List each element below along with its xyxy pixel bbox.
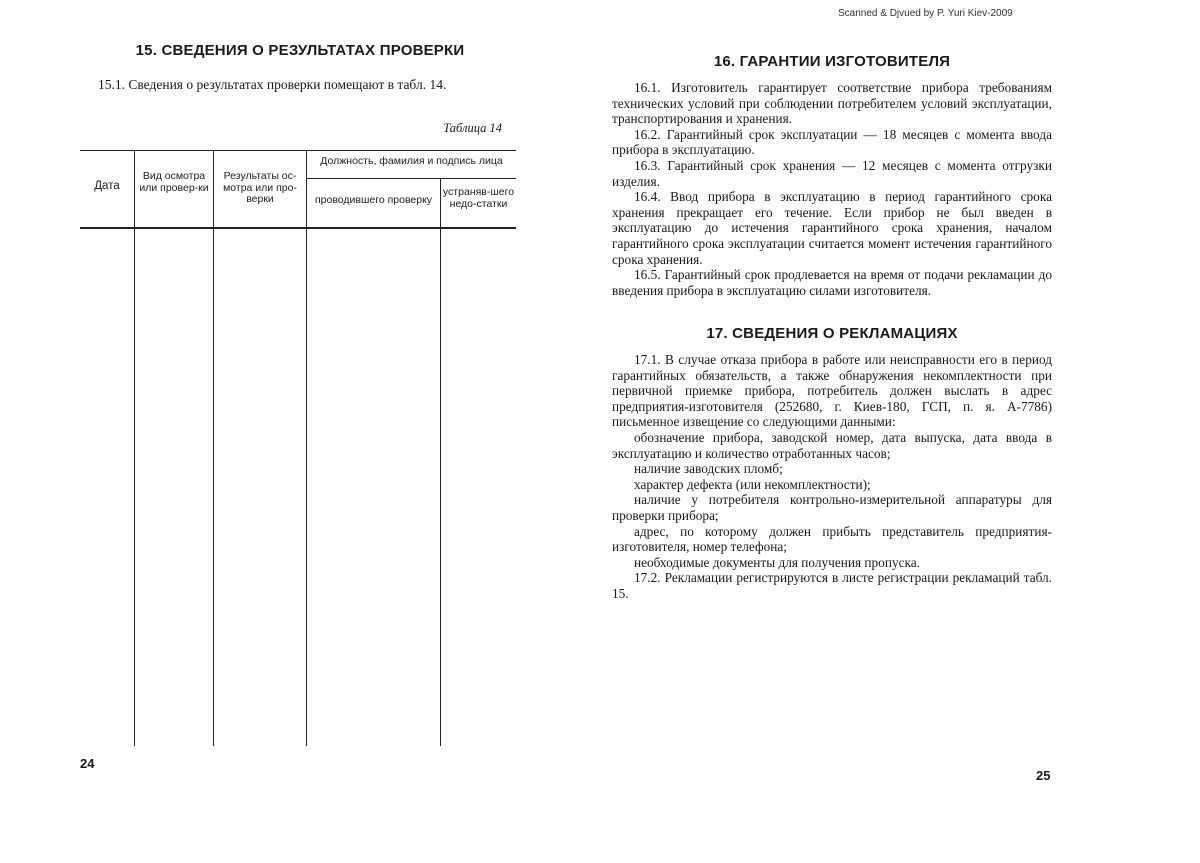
right-page — [612, 0, 1052, 863]
col-date-header: Дата — [94, 180, 120, 192]
list-item: характер дефекта (или некомплектности); — [634, 476, 871, 492]
list-item: наличие у потребителя контрольно-измерительной аппаратуры для проверки прибора; — [612, 492, 1052, 523]
paragraph: 17.2. Рекламации регистрируются в листе регистрации рекламаций табл. 15. — [612, 570, 1052, 601]
list-item: необходимые документы для получения пропуска. — [634, 554, 920, 570]
section-16-body — [612, 80, 1052, 298]
table-col-divider — [134, 151, 135, 746]
table-caption: Таблица 14 — [443, 121, 502, 135]
col-performed-header: проводившего проверку — [314, 194, 433, 206]
paragraph: 16.3. Гарантийный срок хранения — 12 месяцев с момента отгрузки изделия. — [612, 157, 1052, 189]
page-number-right: 25 — [1036, 768, 1051, 783]
check-results-table — [80, 150, 516, 746]
section-15-intro: 15.1. Сведения о результатах проверки помещают в табл. 14. — [98, 77, 447, 92]
page-number-left: 24 — [80, 756, 95, 771]
table-col-divider — [306, 151, 307, 746]
table-col-divider — [440, 178, 441, 746]
left-page — [80, 0, 520, 863]
table-header-bottom-line — [80, 227, 516, 229]
paragraph: 16.5. Гарантийный срок продлевается на время от подачи рекламации до введения прибора в эксплуатацию силами изготовителя. — [612, 267, 1052, 298]
list-item: адрес, по которому должен прибыть представитель предприятия-изготовителя, номер телефона; — [612, 523, 1052, 555]
section-17-title: 17. СВЕДЕНИЯ О РЕКЛАМАЦИЯХ — [706, 325, 958, 342]
section-17-body — [612, 352, 1052, 602]
col-eliminated-header: устраняв-шего недо-статки — [442, 186, 515, 210]
paragraph: 16.4. Ввод прибора в эксплуатацию в период гарантийного срока хранения прекращает его течение. Если прибор не был введен в эксплуатацию до истечения гарантийного срока хранения, началом гарантийного срока эксплуатации считается момент истечения гарантийного срока хранения. — [612, 189, 1052, 267]
list-item: наличие заводских пломб; — [634, 461, 783, 477]
paragraph: 17.1. В случае отказа прибора в работе или неисправности его в период гарантийных обязательств, а также обнаружения некомплектности при первичной приемке прибора, потребитель должен выслать в адрес предприятия-изготовителя (252680, г. Киев-180, ГСП, п. я. А-7786) письменное извещение со следующими данными: — [612, 352, 1052, 430]
paragraph: 16.1. Изготовитель гарантирует соответствие прибора требованиям технических условий при соблюдении потребителем условий эксплуатации, транспортирования и хранения. — [612, 80, 1052, 127]
section-15-title: 15. СВЕДЕНИЯ О РЕЗУЛЬТАТАХ ПРОВЕРКИ — [135, 42, 465, 59]
col-type-header: Вид осмотра или провер-ки — [139, 170, 209, 194]
table-col-divider — [213, 151, 214, 746]
list-item: обозначение прибора, заводской номер, дата выпуска, дата ввода в эксплуатацию и количество отработанных часов; — [612, 429, 1052, 461]
table-subheader-line — [306, 178, 516, 179]
paragraph: 16.2. Гарантийный срок эксплуатации — 18 месяцев с момента ввода прибора в эксплуатацию. — [612, 126, 1052, 158]
col-results-header: Результаты ос-мотра или про-верки — [223, 170, 297, 205]
col-position-group-header: Должность, фамилия и подпись лица — [320, 155, 503, 167]
section-16-title: 16. ГАРАНТИИ ИЗГОТОВИТЕЛЯ — [713, 53, 951, 70]
scan-credit: Scanned & Djvued by P. Yuri Kiev-2009 — [838, 8, 1013, 19]
